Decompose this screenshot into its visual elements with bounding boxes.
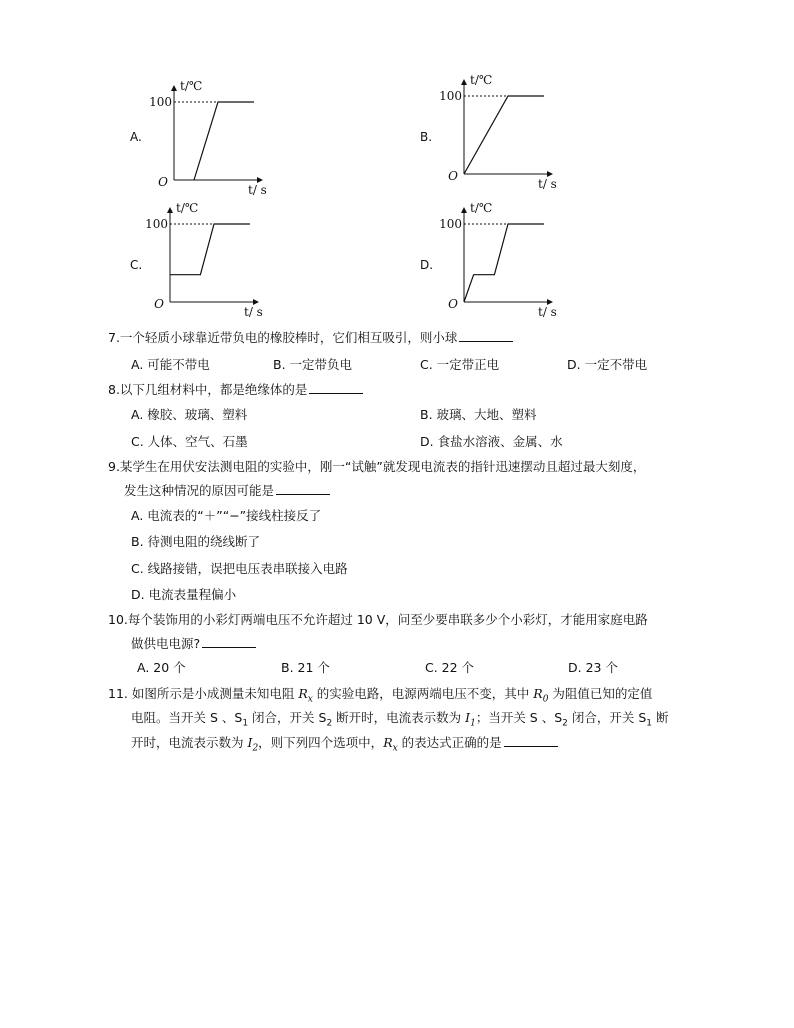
question-10-option-a[interactable]: A. 20 个 <box>137 660 186 675</box>
temperature-time-graph <box>146 202 271 317</box>
question-11-line-1: 11. 如图所示是小成测量未知电阻 $R_x$ 的实验电路，电源两端电压不变，其中 $R_0$ 为阻值已知的定值 <box>108 686 653 705</box>
x-axis-label: t/ s <box>244 305 263 319</box>
option-letter-b: B. <box>420 130 433 144</box>
x-axis-label: t/ s <box>248 183 267 197</box>
var-i1: $I_1$ <box>465 710 476 729</box>
y-axis-label: t/℃ <box>470 73 493 87</box>
y-axis-label: t/℃ <box>180 79 203 93</box>
question-9-option-c[interactable]: C. 线路接错，误把电压表串联接入电路 <box>131 561 348 576</box>
temperature-time-graph <box>440 74 565 189</box>
question-7-option-b[interactable]: B. 一定带负电 <box>273 357 353 372</box>
question-8-option-a[interactable]: A. 橡胶、玻璃、塑料 <box>131 407 248 422</box>
temperature-curve <box>464 96 544 174</box>
option-letter-d: D. <box>420 258 434 272</box>
question-7-option-a[interactable]: A. 可能不带电 <box>131 357 210 372</box>
answer-blank[interactable] <box>276 482 330 495</box>
origin-label: O <box>448 297 458 311</box>
var-r0: $R_0$ <box>533 686 549 705</box>
question-10-stem-line-2: 做供电电源? <box>131 635 256 653</box>
option-letter-a: A. <box>130 130 142 144</box>
answer-blank[interactable] <box>309 381 363 394</box>
question-9-option-b[interactable]: B. 待测电阻的绕线断了 <box>131 534 261 549</box>
option-letter-c: C. <box>130 258 143 272</box>
answer-blank[interactable] <box>459 329 513 342</box>
question-10-stem-line-1: 10.每个装饰用的小彩灯两端电压不允许超过 10 V，问至少要串联多少个小彩灯，才能用家庭电路 <box>108 612 648 627</box>
graph-option-c <box>146 202 271 317</box>
var-i2: $I_2$ <box>247 735 259 754</box>
question-7-option-d[interactable]: D. 一定不带电 <box>567 357 648 372</box>
origin-label: O <box>154 297 164 311</box>
graph-option-a <box>150 80 275 195</box>
var-rx: $R_x$ <box>383 735 398 754</box>
var-rx: $R_x$ <box>298 686 313 705</box>
answer-blank[interactable] <box>202 635 256 648</box>
question-8-option-d[interactable]: D. 食盐水溶液、金属、水 <box>420 434 563 449</box>
temperature-curve <box>464 224 544 302</box>
question-8-option-b[interactable]: B. 玻璃、大地、塑料 <box>420 407 537 422</box>
y-axis-label: t/℃ <box>176 201 199 215</box>
temperature-time-graph <box>150 80 275 195</box>
question-9-stem-line-1: 9.某学生在用伏安法测电阻的实验中，刚一“试触”就发现电流表的指针迅速摆动且超过最大刻度， <box>108 459 646 474</box>
tick-label-100: 100 <box>145 217 168 231</box>
temperature-curve <box>194 102 254 180</box>
temperature-time-graph <box>440 202 565 317</box>
question-9-stem-line-2: 发生这种情况的原因可能是 <box>124 482 330 500</box>
x-axis-label: t/ s <box>538 177 557 191</box>
question-8-stem: 8.以下几组材料中，都是绝缘体的是 <box>108 381 363 399</box>
question-10-option-b[interactable]: B. 21 个 <box>281 660 330 675</box>
question-8-option-c[interactable]: C. 人体、空气、石墨 <box>131 434 248 449</box>
tick-label-100: 100 <box>439 89 462 103</box>
graph-option-d <box>440 202 565 317</box>
question-9-option-a[interactable]: A. 电流表的“＋”“−”接线柱接反了 <box>131 508 322 523</box>
question-11-line-3: 开时，电流表示数为 $I_2$，则下列四个选项中，$R_x$ 的表达式正确的是 <box>131 734 558 758</box>
origin-label: O <box>448 169 458 183</box>
question-7-option-c[interactable]: C. 一定带正电 <box>420 357 500 372</box>
origin-label: O <box>158 175 168 189</box>
temperature-curve <box>170 224 250 275</box>
x-axis-label: t/ s <box>538 305 557 319</box>
question-11-line-2: 电阻。当开关 S 、$S_1$ 闭合，开关 $S_2$ 断开时，电流表示数为 $I_1$；当开关 S 、$S_2$ 闭合，开关 $S_1$ 断 <box>131 710 669 729</box>
answer-blank[interactable] <box>504 734 558 747</box>
question-7-stem: 7.一个轻质小球靠近带负电的橡胶棒时，它们相互吸引，则小球 <box>108 329 513 347</box>
question-10-option-c[interactable]: C. 22 个 <box>425 660 475 675</box>
question-9-option-d[interactable]: D. 电流表量程偏小 <box>131 587 237 602</box>
graph-option-b <box>440 74 565 189</box>
tick-label-100: 100 <box>149 95 172 109</box>
question-10-option-d[interactable]: D. 23 个 <box>568 660 618 675</box>
y-axis-label: t/℃ <box>470 201 493 215</box>
tick-label-100: 100 <box>439 217 462 231</box>
